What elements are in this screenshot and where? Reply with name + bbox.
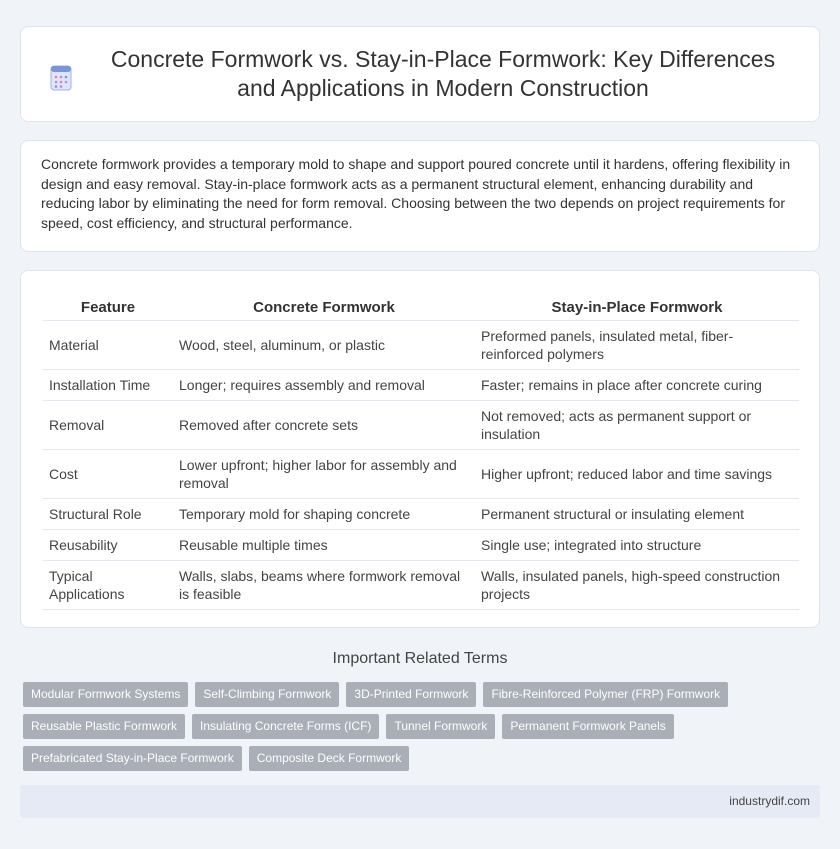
table-cell: Faster; remains in place after concrete curing — [475, 370, 799, 401]
column-header: Feature — [43, 287, 173, 321]
intro-card — [20, 140, 820, 252]
related-term-tag[interactable]: Prefabricated Stay-in-Place Formwork — [23, 746, 242, 771]
table-cell: Preformed panels, insulated metal, fiber-reinforced polymers — [475, 321, 799, 370]
footer — [20, 785, 820, 818]
table-cell: Lower upfront; higher labor for assembly and removal — [173, 450, 475, 499]
site-name[interactable]: industrydif.com — [729, 794, 810, 808]
table-row — [43, 401, 799, 450]
related-term-tag[interactable]: Fibre-Reinforced Polymer (FRP) Formwork — [483, 682, 728, 707]
table-header-row — [43, 287, 799, 321]
intro-text: Concrete formwork provides a temporary mold to shape and support poured concrete until it hardens, offering flexibility in design and easy removal. Stay-in-place formwork acts as a permanent structural element, enhancing durability and reducing labor by eliminating the need for form removal. Choosing between the two depends on project requirements for speed, cost efficiency, and structural performance. — [41, 156, 791, 231]
related-term-tag[interactable]: Composite Deck Formwork — [249, 746, 410, 771]
table-cell: Permanent structural or insulating element — [475, 499, 799, 530]
table-cell: Not removed; acts as permanent support or insulation — [475, 401, 799, 450]
related-term-tag[interactable]: Permanent Formwork Panels — [502, 714, 673, 739]
table-row — [43, 450, 799, 499]
table-cell: Reusable multiple times — [173, 530, 475, 561]
comparison-card — [20, 270, 820, 628]
table-cell: Reusability — [43, 530, 173, 561]
table-cell: Removal — [43, 401, 173, 450]
related-terms-list — [23, 682, 803, 778]
table-cell: Typical Applications — [43, 561, 173, 610]
related-term-tag[interactable]: Insulating Concrete Forms (ICF) — [192, 714, 379, 739]
table-cell: Material — [43, 321, 173, 370]
related-term-tag[interactable]: 3D-Printed Formwork — [346, 682, 476, 707]
table-cell: Higher upfront; reduced labor and time savings — [475, 450, 799, 499]
table-cell: Wood, steel, aluminum, or plastic — [173, 321, 475, 370]
table-cell: Longer; requires assembly and removal — [173, 370, 475, 401]
comparison-table — [43, 287, 799, 610]
related-term-tag[interactable]: Self-Climbing Formwork — [195, 682, 339, 707]
table-row — [43, 370, 799, 401]
table-cell: Single use; integrated into structure — [475, 530, 799, 561]
related-term-tag[interactable]: Tunnel Formwork — [386, 714, 495, 739]
table-cell: Walls, insulated panels, high-speed construction projects — [475, 561, 799, 610]
table-row — [43, 499, 799, 530]
page-title: Concrete Formwork vs. Stay-in-Place Formwork: Key Differences and Applications in Modern Construction — [110, 46, 776, 101]
table-cell: Walls, slabs, beams where formwork removal is feasible — [173, 561, 475, 610]
table-cell: Cost — [43, 450, 173, 499]
table-cell: Structural Role — [43, 499, 173, 530]
table-row — [43, 561, 799, 610]
related-terms-heading: Important Related Terms — [332, 650, 508, 667]
column-header: Concrete Formwork — [173, 287, 475, 321]
related-term-tag[interactable]: Modular Formwork Systems — [23, 682, 188, 707]
table-cell: Temporary mold for shaping concrete — [173, 499, 475, 530]
document-icon — [50, 65, 72, 91]
column-header: Stay-in-Place Formwork — [475, 287, 799, 321]
title-card — [20, 26, 820, 122]
table-row — [43, 321, 799, 370]
table-cell: Removed after concrete sets — [173, 401, 475, 450]
related-term-tag[interactable]: Reusable Plastic Formwork — [23, 714, 185, 739]
table-row — [43, 530, 799, 561]
table-cell: Installation Time — [43, 370, 173, 401]
